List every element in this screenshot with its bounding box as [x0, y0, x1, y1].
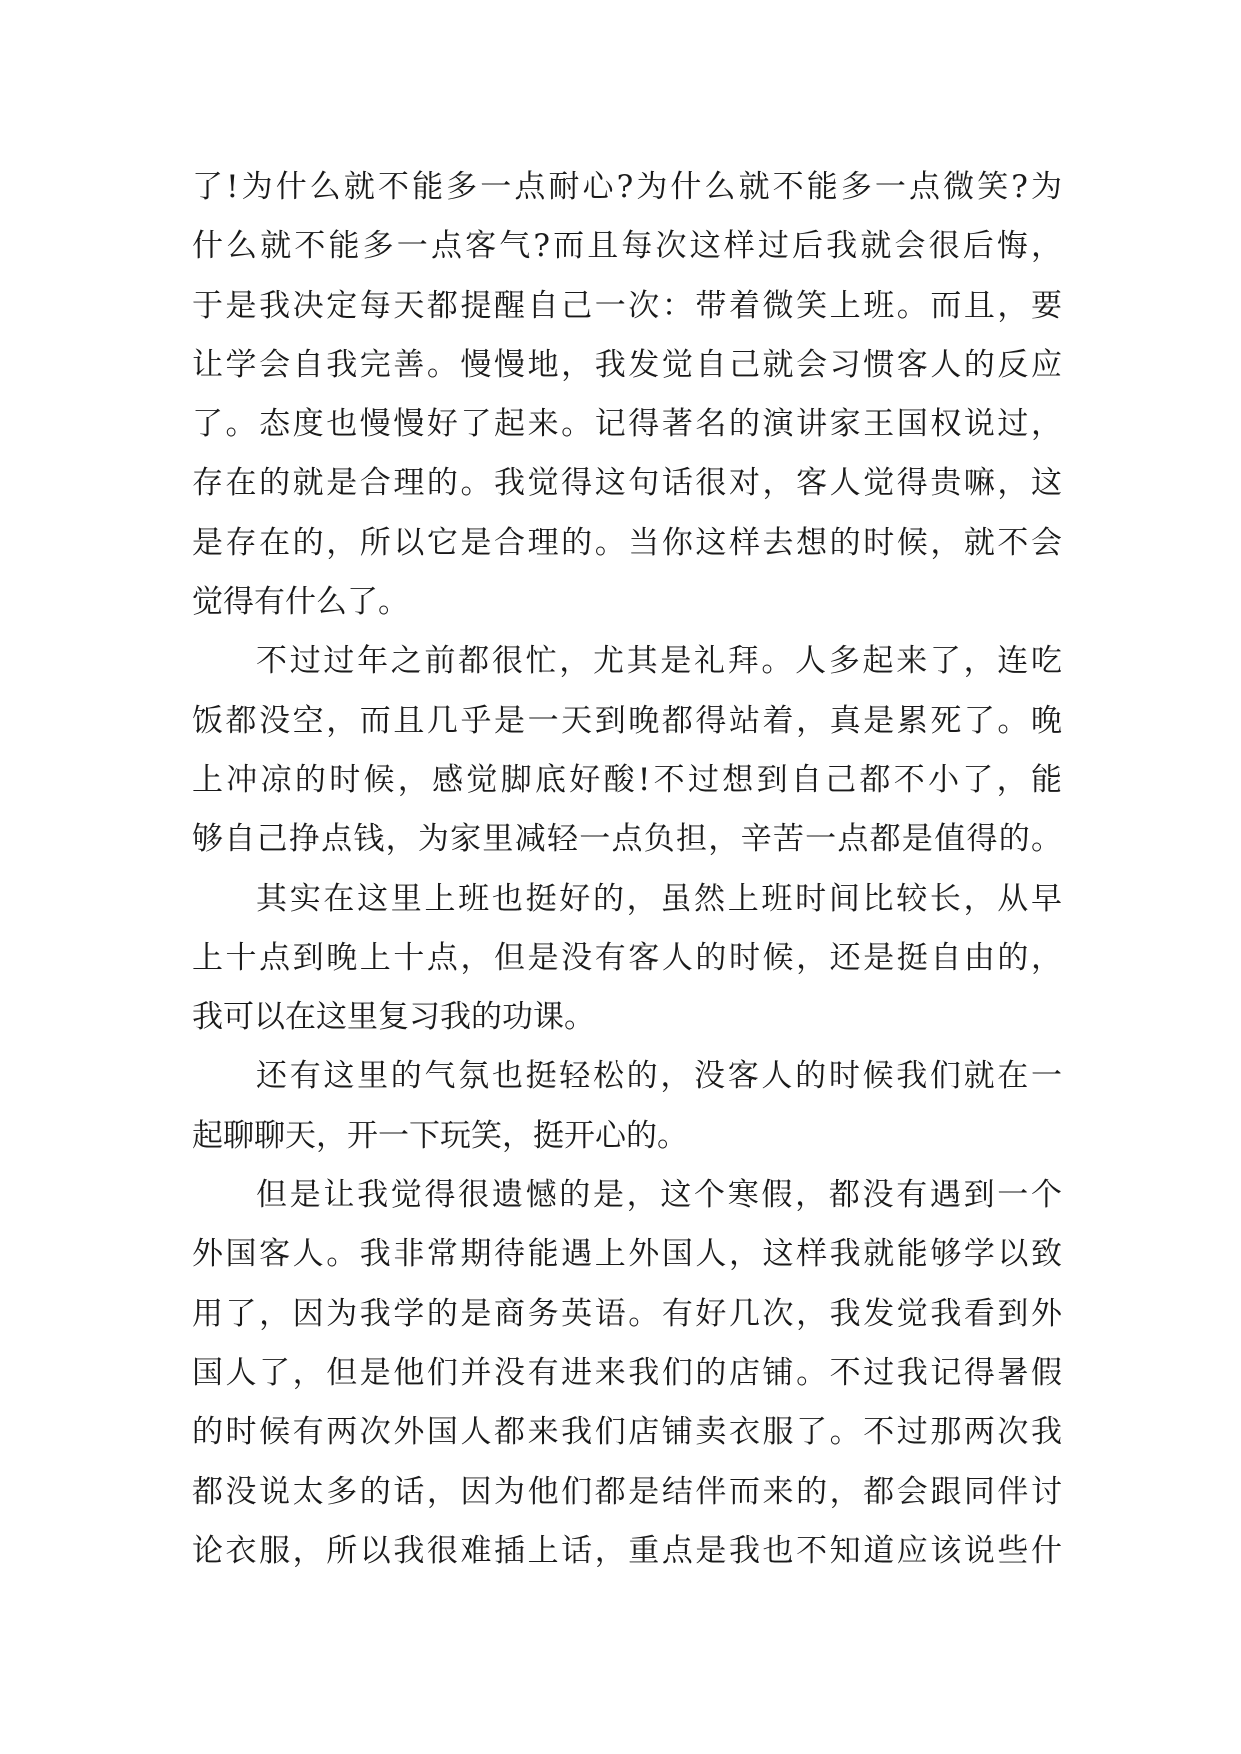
text-line: 于是我决定每天都提醒自己一次：带着微笑上班。而且，要 [192, 287, 1062, 324]
text-line: 外国客人。我非常期待能遇上外国人，这样我就能够学以致 [192, 1236, 1062, 1273]
text-line: 饭都没空，而且几乎是一天到晚都得站着，真是累死了。晚 [192, 702, 1062, 739]
text-line: 了!为什么就不能多一点耐心?为什么就不能多一点微笑?为 [192, 169, 1062, 205]
body-text [192, 158, 1062, 1581]
text-line: 还有这里的气氛也挺轻松的，没客人的时候我们就在一 [256, 1058, 1062, 1095]
text-line: 让学会自我完善。慢慢地，我发觉自己就会习惯客人的反应 [192, 346, 1062, 383]
text-line: 起聊聊天，开一下玩笑，挺开心的。 [192, 1117, 688, 1154]
text-line: 但是让我觉得很遗憾的是，这个寒假，都没有遇到一个 [256, 1177, 1062, 1214]
text-line: 了。态度也慢慢好了起来。记得著名的演讲家王国权说过， [192, 406, 1062, 443]
text-line: 够自己挣点钱，为家里减轻一点负担，辛苦一点都是值得的。 [192, 821, 1062, 858]
text-line: 我可以在这里复习我的功课。 [192, 999, 595, 1036]
text-line: 不过过年之前都很忙，尤其是礼拜。人多起来了，连吃 [256, 643, 1062, 680]
text-line: 觉得有什么了。 [192, 584, 409, 621]
text-line: 论衣服，所以我很难插上话，重点是我也不知道应该说些什 [192, 1532, 1062, 1569]
text-line: 其实在这里上班也挺好的，虽然上班时间比较长，从早 [256, 880, 1062, 917]
text-line: 都没说太多的话，因为他们都是结伴而来的，都会跟同伴讨 [192, 1473, 1062, 1510]
text-line: 的时候有两次外国人都来我们店铺卖衣服了。不过那两次我 [192, 1414, 1062, 1451]
text-line: 存在的就是合理的。我觉得这句话很对，客人觉得贵嘛，这 [192, 465, 1062, 502]
text-line: 是存在的，所以它是合理的。当你这样去想的时候，就不会 [192, 524, 1062, 561]
text-line: 上冲凉的时候，感觉脚底好酸!不过想到自己都不小了，能 [192, 761, 1062, 798]
text-line: 上十点到晚上十点，但是没有客人的时候，还是挺自由的， [192, 939, 1062, 976]
text-line: 用了，因为我学的是商务英语。有好几次，我发觉我看到外 [192, 1295, 1062, 1332]
text-line: 什么就不能多一点客气?而且每次这样过后我就会很后悔， [192, 228, 1062, 265]
text-line: 国人了，但是他们并没有进来我们的店铺。不过我记得暑假 [192, 1354, 1062, 1391]
